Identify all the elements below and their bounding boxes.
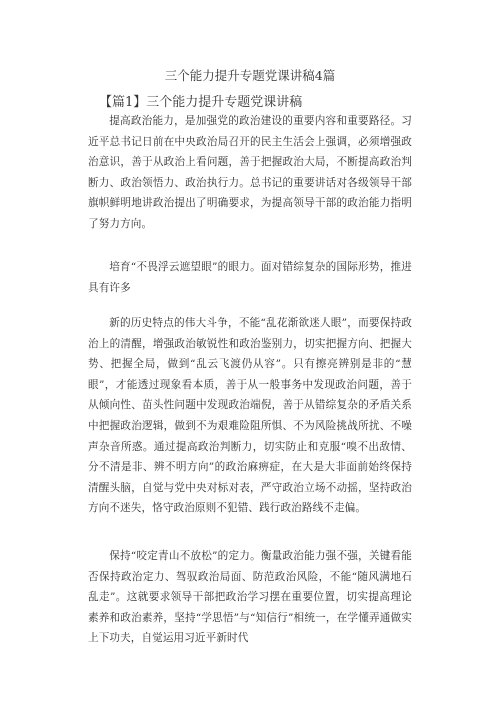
- document-title: 三个能力提升专题党课讲稿4篇: [164, 68, 336, 83]
- paragraph-1: 提高政治能力，是加强党的政治建设的重要内容和重要路径。习近平总书记日前在中央政治局召开的民主生活会上强调，必须增强政治意识，善于从政治上看问题，善于把握政治大局，不断提高政治判断力、政治领悟力、政治执行力。总书记的重要讲话对各级领导干部旗帜鲜明地讲政治提出了明确要求，为提高领导干部的政治能力指明了努力方向。: [88, 115, 412, 230]
- paragraph-2: 培育“不畏浮云遮望眼”的眼力。面对错综复杂的国际形势，推进具有许多: [88, 261, 412, 294]
- paragraph-3: 新的历史特点的伟大斗争，不能“乱花渐欲迷人眼”，而要保持政治上的清醒，增强政治敏锐性和政治鉴别力，切实把握方向、把握大势、把握全局，做到“乱云飞渡仍从容”。只有擦亮辨别是非的“慧眼”，才能透过现象看本质，善于从一般事务中发现政治问题，善于从倾向性、苗头性问题中发现政治端倪，善于从错综复杂的矛盾关系中把握政治逻辑，做到不为艰难险阻所惧、不为风险挑战所扰、不噪声杂音所惑。通过提高政治判断力，切实防止和克服“嗅不出敌情、分不清是非、辨不明方向”的政治麻痹症，在大是大非面前始终保持清醒头脑，自觉与党中央对标对表，严守政治立场不动摇，坚持政治方向不迷失，恪守政治原则不犯错、践行政治路线不走偏。: [88, 317, 412, 515]
- section-heading: 【篇1】三个能力提升专题党课讲稿: [99, 95, 303, 110]
- paragraph-4: 保持“咬定青山不放松”的定力。衡量政治能力强不强，关键看能否保持政治定力、驾驭政治局面、防范政治风险，不能“随风满地石乱走”。这就要求领导干部把政治学习摆在重要位置，切实提高理论素养和政治素养，坚持“学思悟”与“知信行”相统一，在学懂弄通做实上下功夫，自觉运用习近平新时代: [88, 550, 412, 645]
